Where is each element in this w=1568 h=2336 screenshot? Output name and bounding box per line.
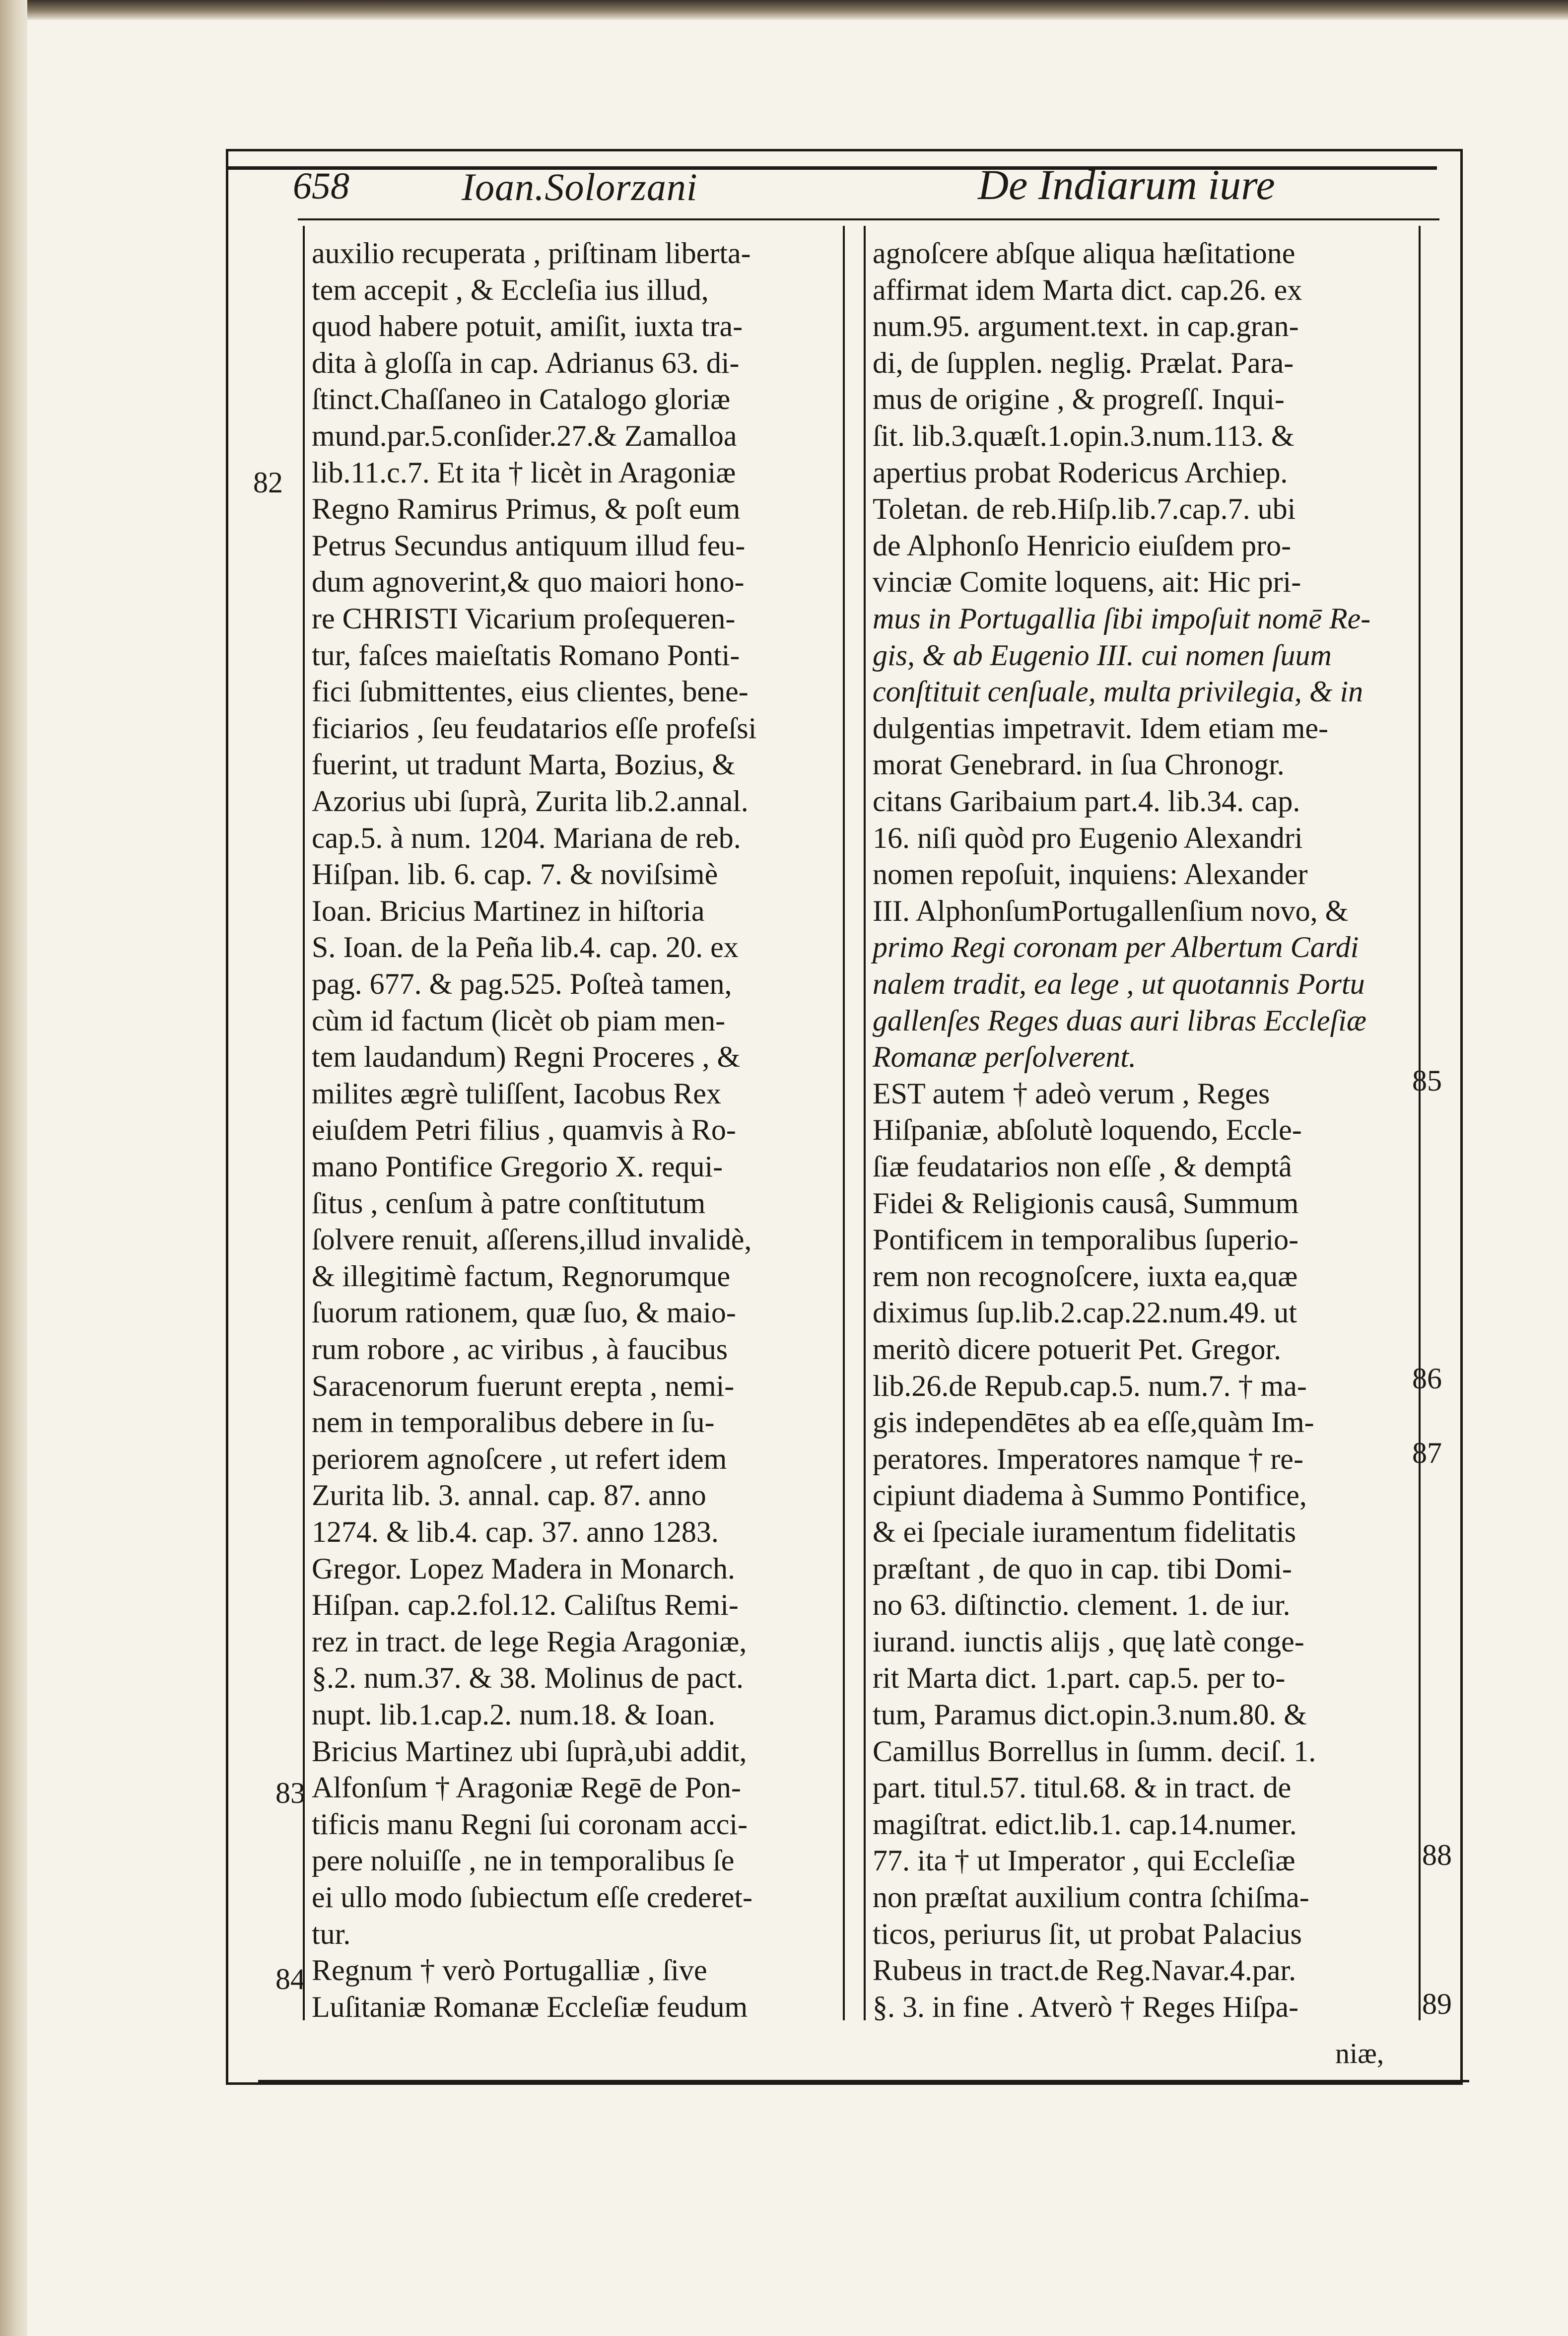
margin-number-87: 87 [1412,1437,1442,1469]
text-line: §. 3. in fine . Atverò † Reges Hiſpa- [873,1990,1299,2023]
text-line: num.95. argument.text. in cap.gran- [873,310,1299,343]
text-line: Zurita lib. 3. annal. cap. 87. anno [312,1479,706,1512]
running-head [293,160,1434,214]
margin-number-82: 82 [253,466,283,499]
text-line: ei ullo modo ſubiectum eſſe crederet- [312,1881,752,1914]
text-line: conſtituit cenſuale, multa privilegia, & in [873,675,1363,708]
text-line: Azorius ubi ſuprà, Zurita lib.2.annal. [312,785,749,818]
text-line: tificis manu Regni ſui coronam acci- [312,1807,748,1841]
text-line: magiſtrat. edict.lib.1. cap.14.numer. [873,1807,1297,1841]
text-line: ſiæ feudatarios non eſſe , & demptâ [873,1150,1292,1183]
text-line: & ei ſpeciale iuramentum fidelitatis [873,1515,1296,1548]
text-line: nupt. lib.1.cap.2. num.18. & Ioan. [312,1698,716,1731]
text-line: tem laudandum) Regni Proceres , & [312,1040,741,1074]
running-head-title: De Indiarum iure [978,161,1275,208]
text-line: diximus ſup.lib.2.cap.22.num.49. ut [873,1296,1297,1329]
text-line: EST autem † adeò verum , Reges [873,1077,1270,1110]
text-line: ſitus , cenſum à patre conſtitutum [312,1186,706,1220]
text-line: morat Genebrard. in ſua Chronogr. [873,748,1285,781]
text-line: lib.11.c.7. Et ita † licèt in Aragoniæ [312,456,736,489]
text-line: §.2. num.37. & 38. Molinus de pact. [312,1661,744,1695]
text-line: eiuſdem Petri filius , quamvis à Ro- [312,1113,736,1147]
text-line: primo Regi coronam per Albertum Cardi [873,931,1359,964]
margin-number-84: 84 [275,1963,305,1995]
text-line: apertius probat Rodericus Archiep. [873,456,1288,489]
text-line: tum, Paramus dict.opin.3.num.80. & [873,1698,1307,1731]
text-line: pag. 677. & pag.525. Poſteà tamen, [312,967,732,1000]
left-text-column [303,226,845,2023]
margin-number-85: 85 [1412,1064,1442,1097]
text-line: tur, faſces maieſtatis Romano Ponti- [312,638,740,672]
text-line: vinciæ Comite loquens, ait: Hic pri- [873,565,1301,599]
text-line: meritò dicere potuerit Pet. Gregor. [873,1333,1282,1366]
catchword: niæ, [1335,2037,1384,2069]
text-line: mano Pontifice Gregorio X. requi- [312,1150,723,1183]
text-line: quod habere potuit, amiſit, iuxta tra- [312,310,743,343]
text-line: Bricius Martinez ubi ſuprà,ubi addit, [312,1734,747,1768]
text-line: dita à gloſſa in cap. Adrianus 63. di- [312,346,740,379]
text-line: Petrus Secundus antiquum illud feu- [312,529,746,562]
text-line: de Alphonſo Henricio eiuſdem pro- [873,529,1292,562]
text-line: auxilio recuperata , priſtinam liberta- [312,237,751,270]
text-line: 77. ita † ut Imperator , qui Eccleſiæ [873,1844,1295,1877]
text-line: Regno Ramirus Primus, & poſt eum [312,492,741,526]
text-line: Rubeus in tract.de Reg.Navar.4.par. [873,1954,1296,1987]
text-line: Alfonſum † Aragoniæ Regē de Pon- [312,1771,741,1804]
text-line: mus de origine , & progreſſ. Inqui- [873,383,1285,416]
text-line: Fidei & Religionis causâ, Summum [873,1186,1299,1220]
folio-number: 658 [293,165,349,207]
text-line: re CHRISTI Vicarium proſequeren- [312,602,736,635]
text-line: dum agnoverint,& quo maiori hono- [312,565,745,599]
text-line: pere noluiſſe , ne in temporalibus ſe [312,1844,735,1877]
text-line: ſuorum rationem, quæ ſuo, & maio- [312,1296,736,1329]
text-line: rit Marta dict. 1.part. cap.5. per to- [873,1661,1286,1695]
column-top-rule [298,218,1439,220]
text-line: III. AlphonſumPortugallenſium novo, & [873,894,1349,927]
text-line: tur. [312,1917,351,1950]
text-line: Regnum † verò Portugalliæ , ſive [312,1954,707,1987]
text-line: Pontificem in temporalibus ſuperio- [873,1223,1299,1256]
text-line: mus in Portugallia ſibi impoſuit nomē Re- [873,602,1371,635]
margin-number-83: 83 [275,1777,305,1809]
text-line: Toletan. de reb.Hiſp.lib.7.cap.7. ubi [873,492,1296,526]
text-line: dulgentias impetravit. Idem etiam me- [873,711,1329,745]
text-line: Gregor. Lopez Madera in Monarch. [312,1552,736,1585]
text-line: gis independētes ab ea eſſe,quàm Im- [873,1406,1314,1439]
scan-edge-top [0,0,1568,20]
text-line: cipiunt diadema à Summo Pontifice, [873,1479,1307,1512]
text-line: tem accepit , & Eccleſia ius illud, [312,273,709,306]
text-line: nalem tradit, ea lege , ut quotannis Portu [873,967,1365,1000]
text-line: 1274. & lib.4. cap. 37. anno 1283. [312,1515,719,1548]
text-line: nomen repoſuit, inquiens: Alexander [873,858,1308,891]
text-line: Hiſpan. cap.2.fol.12. Caliſtus Remi- [312,1588,739,1622]
margin-number-88: 88 [1422,1839,1452,1871]
text-line: Hiſpan. lib. 6. cap. 7. & noviſsimè [312,858,718,891]
text-line: cap.5. à num. 1204. Mariana de reb. [312,821,741,854]
text-line: cùm id factum (licèt ob piam men- [312,1004,726,1037]
text-line: Hiſpaniæ, abſolutè loquendo, Eccle- [873,1113,1302,1147]
text-line: part. titul.57. titul.68. & in tract. de [873,1771,1292,1804]
text-line: ſit. lib.3.quæſt.1.opin.3.num.113. & [873,419,1295,452]
text-line: nem in temporalibus debere in ſu- [312,1406,715,1439]
text-line: peratores. Imperatores namque † re- [873,1442,1303,1475]
text-line: ſolvere renuit, aſſerens,illud invalidè, [312,1223,752,1256]
text-line: Saracenorum fuerunt erepta , nemi- [312,1369,735,1402]
running-head-author: Ioan.Solorzani [462,165,698,208]
text-line: ficiarios , ſeu feudatarios eſſe profeſsi [312,711,757,745]
right-text-column [864,226,1421,2023]
text-line: di, de ſupplen. neglig. Prælat. Para- [873,346,1294,379]
text-line: fici ſubmittentes, eius clientes, bene- [312,675,749,708]
text-line: agnoſcere abſque aliqua hæſitatione [873,237,1295,270]
bottom-rule [258,2080,1469,2082]
text-line: affirmat idem Marta dict. cap.26. ex [873,273,1302,306]
text-line: no 63. diſtinctio. clement. 1. de iur. [873,1588,1291,1622]
margin-number-86: 86 [1412,1362,1442,1395]
text-line: rez in tract. de lege Regia Aragoniæ, [312,1625,747,1658]
text-line: Ioan. Bricius Martinez in hiſtoria [312,894,705,927]
text-line: Camillus Borrellus in ſumm. deciſ. 1. [873,1734,1316,1768]
text-line: 16. niſi quòd pro Eugenio Alexandri [873,821,1303,854]
text-line: & illegitimè factum, Regnorumque [312,1259,731,1293]
text-line: citans Garibaium part.4. lib.34. cap. [873,785,1300,818]
margin-number-89: 89 [1422,1988,1452,2020]
text-line: Romanæ perſolverent. [873,1040,1137,1074]
text-line: gallenſes Reges duas auri libras Eccleſiæ [873,1004,1366,1037]
text-line: periorem agnoſcere , ut refert idem [312,1442,727,1475]
text-line: mund.par.5.conſider.27.& Zamalloa [312,419,737,452]
text-line: præſtant , de quo in cap. tibi Domi- [873,1552,1292,1585]
text-line: rum robore , ac viribus , à faucibus [312,1333,728,1366]
text-line: ticos, periurus ſit, ut probat Palacius [873,1917,1302,1950]
text-line: lib.26.de Repub.cap.5. num.7. † ma- [873,1369,1307,1402]
text-line: non præſtat auxilium contra ſchiſma- [873,1881,1309,1914]
text-line: iurand. iunctis alijs , quę latè conge- [873,1625,1304,1658]
text-line: milites ægrè tuliſſent, Iacobus Rex [312,1077,721,1110]
text-line: S. Ioan. de la Peña lib.4. cap. 20. ex [312,931,739,964]
text-line: rem non recognoſcere, iuxta ea,quæ [873,1259,1298,1293]
scan-edge-left [0,0,27,2336]
text-line: Luſitaniæ Romanæ Eccleſiæ feudum [312,1990,748,2023]
text-line: gis, & ab Eugenio III. cui nomen ſuum [873,638,1332,672]
text-line: fuerint, ut tradunt Marta, Bozius, & [312,748,736,781]
text-line: ſtinct.Chaſſaneo in Catalogo gloriæ [312,383,731,416]
